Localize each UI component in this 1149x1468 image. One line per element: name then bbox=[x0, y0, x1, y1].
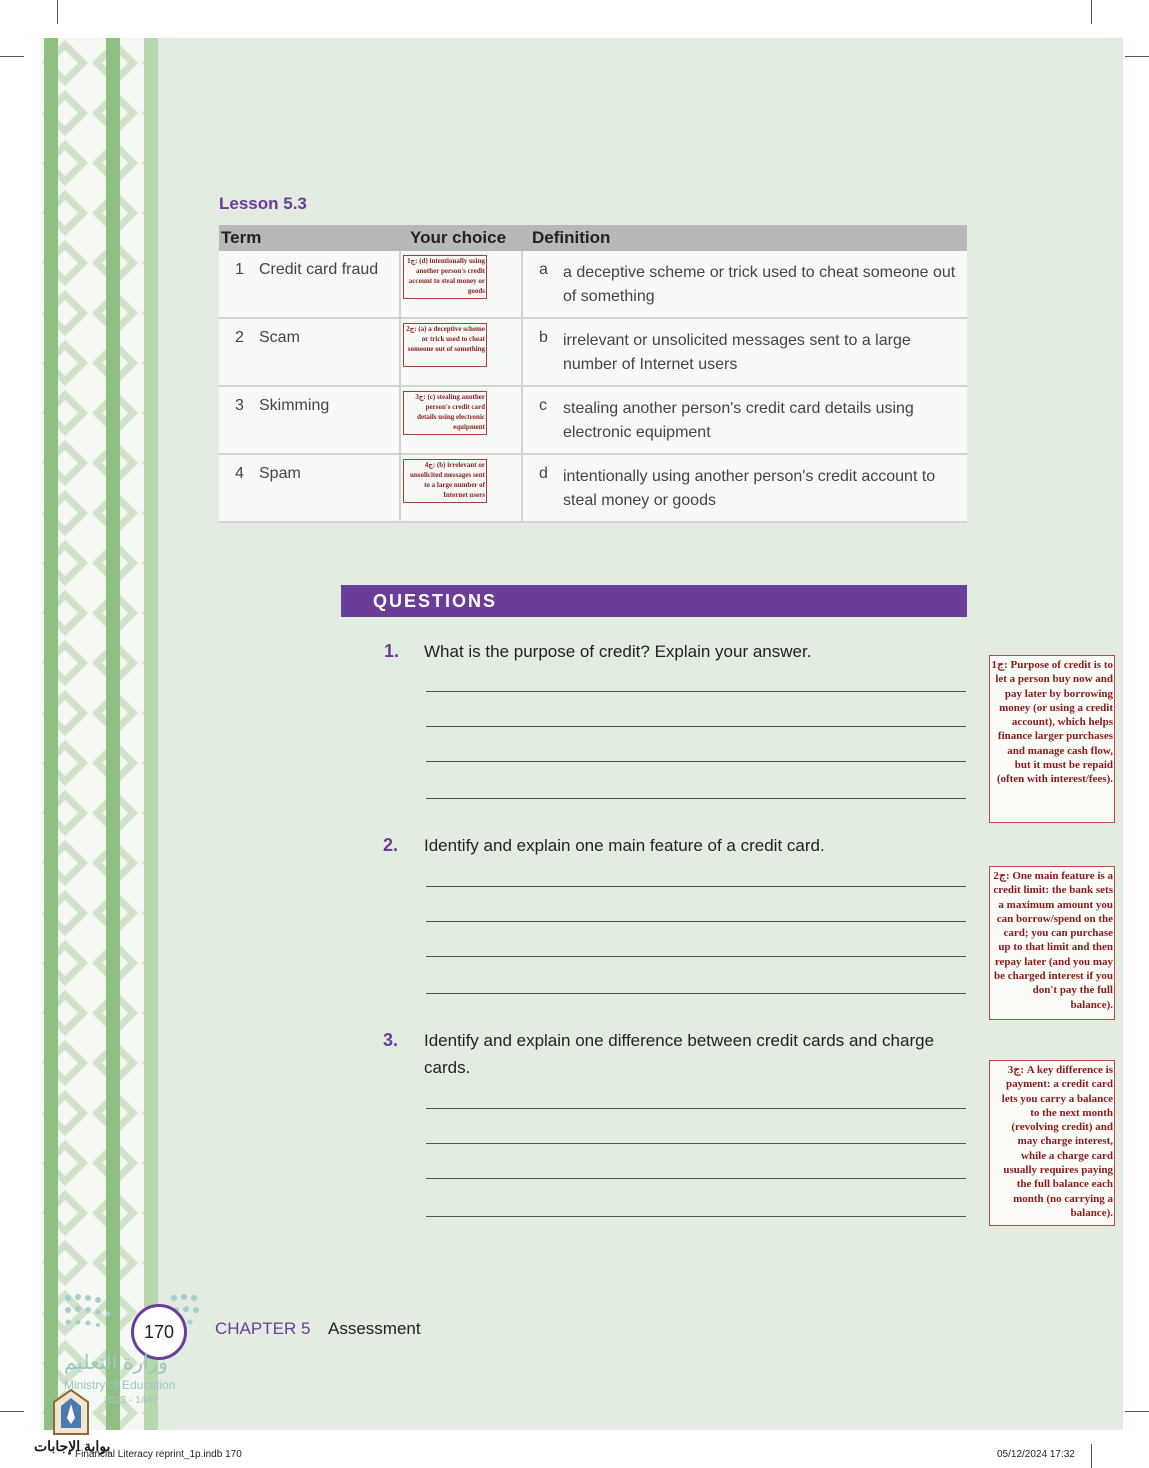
answer-line[interactable] bbox=[426, 798, 966, 799]
crop-mark bbox=[0, 1411, 24, 1412]
answer-line[interactable] bbox=[426, 956, 966, 957]
answer-line[interactable] bbox=[426, 761, 966, 762]
term-number: 1 bbox=[219, 251, 255, 318]
term-name: Spam bbox=[255, 454, 400, 522]
question-number: 3. bbox=[383, 1030, 399, 1050]
term-header: Term bbox=[219, 225, 400, 251]
crop-mark bbox=[1091, 1444, 1092, 1468]
question-text: What is the purpose of credit? Explain your answer. bbox=[424, 642, 812, 661]
term-name: Credit card fraud bbox=[255, 251, 400, 318]
watermark-text: بوابة الإجابات bbox=[34, 1438, 111, 1454]
question-number: 1. bbox=[384, 641, 400, 661]
definition-letter: c bbox=[522, 386, 561, 454]
term-number: 3 bbox=[219, 386, 255, 454]
print-date: 05/12/2024 17:32 bbox=[997, 1449, 1075, 1460]
answer-line[interactable] bbox=[426, 691, 966, 692]
definition-text: a deceptive scheme or trick used to cheat someone out of something bbox=[561, 251, 967, 318]
term-number: 4 bbox=[219, 454, 255, 522]
answer-line[interactable] bbox=[426, 993, 966, 994]
question-number: 2. bbox=[383, 835, 399, 855]
term-number: 2 bbox=[219, 318, 255, 386]
lesson-title: Lesson 5.3 bbox=[219, 194, 307, 213]
crop-mark bbox=[57, 0, 58, 24]
definition-letter: a bbox=[522, 251, 561, 318]
ministry-arabic-name: وزارة التعليم bbox=[64, 1352, 168, 1374]
answer-line[interactable] bbox=[426, 1178, 966, 1179]
table-header-row bbox=[219, 225, 967, 251]
question-text: Identify and explain one difference between credit cards and charge cards. bbox=[424, 1031, 935, 1077]
definition-letter: b bbox=[522, 318, 561, 386]
term-name: Scam bbox=[255, 318, 400, 386]
file-info: Financial Literacy reprint_1p.indb 170 bbox=[75, 1449, 242, 1460]
choice-cell bbox=[400, 318, 522, 386]
crop-mark bbox=[1125, 1411, 1149, 1412]
question-text: Identify and explain one main feature of a credit card. bbox=[424, 836, 825, 855]
choice-header: Your choice bbox=[400, 225, 522, 251]
handwritten-answer: ج3: (c) stealing another person's credit card details using electronic equipment bbox=[403, 391, 487, 435]
ministry-english-name: Ministry of Education bbox=[64, 1378, 176, 1392]
chapter-title: Assessment bbox=[328, 1319, 421, 1338]
answer-line[interactable] bbox=[426, 726, 966, 727]
handwritten-answer: ج4: (b) irrelevant or unsolicited messages sent to a large number of Internet users bbox=[403, 459, 487, 503]
term-name: Skimming bbox=[255, 386, 400, 454]
table-row bbox=[219, 454, 967, 522]
answer-line[interactable] bbox=[426, 1108, 966, 1109]
answer-line[interactable] bbox=[426, 921, 966, 922]
answer-note-3: ج3: A key difference is payment: a credit card lets you carry a balance to the next month (revolving credit) and may charge interest, while a charge card usually requires paying the full balance each month (no carrying a balance). bbox=[989, 1060, 1115, 1226]
table-row bbox=[219, 318, 967, 386]
answer-line[interactable] bbox=[426, 886, 966, 887]
table-row bbox=[219, 251, 967, 318]
answer-note-2: ج2: One main feature is a credit limit: the bank sets a maximum amount you can borrow/spend on the card; you can purchase up to that limit and then repay later (and you may be charged interest if you don't pay the full balance). bbox=[989, 866, 1115, 1020]
table-row bbox=[219, 386, 967, 454]
crop-mark bbox=[1091, 0, 1092, 24]
definition-letter: d bbox=[522, 454, 561, 522]
choice-cell bbox=[400, 251, 522, 318]
choice-cell bbox=[400, 454, 522, 522]
definition-text: stealing another person's credit card details using electronic equipment bbox=[561, 386, 967, 454]
page-number: 170 bbox=[131, 1304, 187, 1360]
decorative-border bbox=[40, 38, 158, 1430]
chapter-label: CHAPTER 5 bbox=[215, 1319, 311, 1338]
definition-header: Definition bbox=[522, 225, 967, 251]
handwritten-answer: ج1: (d) intentionally using another person's credit account to steal money or goods bbox=[403, 255, 487, 299]
definition-text: intentionally using another person's credit account to steal money or goods bbox=[561, 454, 967, 522]
terms-table bbox=[219, 225, 967, 523]
ministry-year: 2023 - 1447 bbox=[104, 1395, 158, 1406]
crop-mark bbox=[0, 56, 24, 57]
questions-banner: QUESTIONS bbox=[341, 585, 967, 617]
definition-text: irrelevant or unsolicited messages sent to a large number of Internet users bbox=[561, 318, 967, 386]
watermark-logo-icon bbox=[48, 1388, 94, 1438]
crop-mark bbox=[1125, 56, 1149, 57]
answer-line[interactable] bbox=[426, 1216, 966, 1217]
handwritten-answer: ج2: (a) a deceptive scheme or trick used to cheat someone out of something bbox=[403, 323, 487, 367]
choice-cell bbox=[400, 386, 522, 454]
answer-note-1: ج1: Purpose of credit is to let a person buy now and pay later by borrowing money (or using a credit account), which helps finance larger purchases and manage cash flow, but it must be repaid (often with interest/fees). bbox=[989, 655, 1115, 823]
answer-line[interactable] bbox=[426, 1143, 966, 1144]
